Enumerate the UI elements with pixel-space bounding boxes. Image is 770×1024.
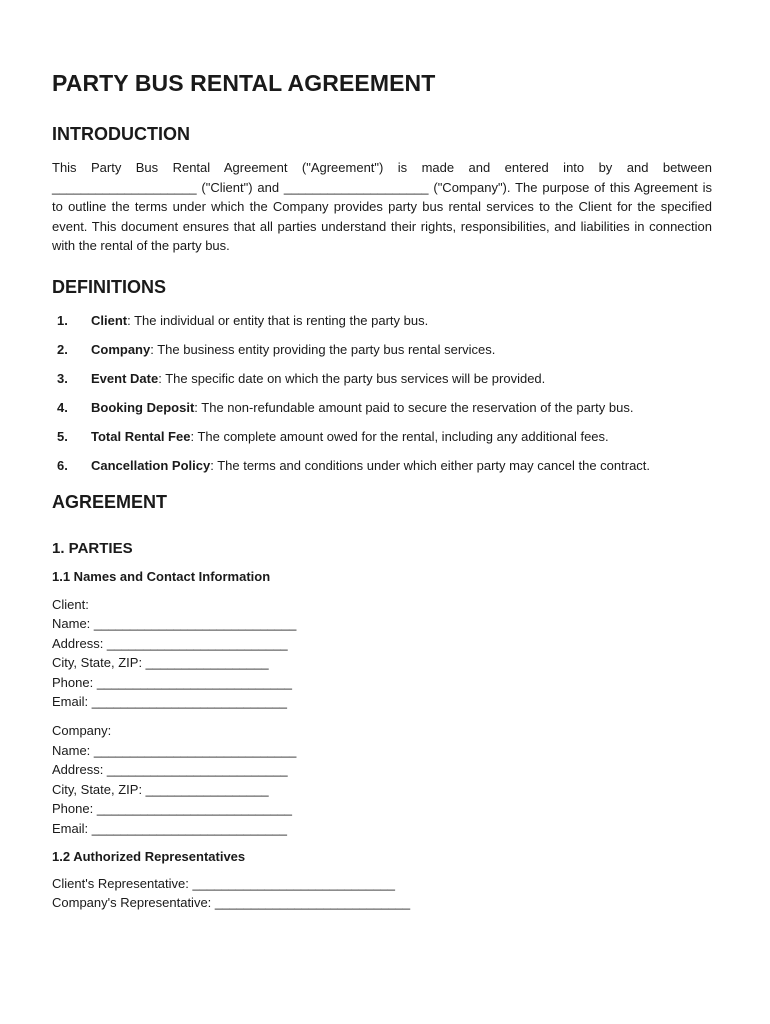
definition-number: 1.: [57, 312, 68, 328]
definition-text: : The specific date on which the party bus services will be provided.: [158, 371, 546, 387]
definition-term: Total Rental Fee: [91, 429, 191, 445]
company-address-field: Address: _________________________: [52, 762, 288, 778]
agreement-heading: AGREEMENT: [52, 492, 168, 513]
client-phone-field: Phone: ___________________________: [52, 674, 293, 690]
definition-number: 3.: [57, 371, 68, 387]
definition-text: : The individual or entity that is renting the party bus.: [127, 312, 429, 328]
definition-number: 2.: [57, 342, 68, 358]
definition-term: Booking Deposit: [91, 400, 195, 416]
definition-number: 4.: [57, 400, 68, 416]
definition-text: : The business entity providing the party bus rental services.: [150, 342, 496, 358]
company-label: Company:: [52, 723, 112, 739]
definition-text: : The non-refundable amount paid to secure the reservation of the party bus.: [194, 400, 634, 416]
definition-item: [52, 427, 712, 447]
definition-number: 5.: [57, 429, 68, 445]
introduction-paragraph: This Party Bus Rental Agreement ("Agreement") is made and entered into by and between ____________________ ("Client") and ____________________ ("Company"). The purpose of this Agreement is to outline the terms under which the Company provides party bus rental services to the Client for the specified event. This document ensures that all parties understand their rights, responsibilities, and liabilities in connection with the rental of the party bus.: [52, 160, 712, 254]
client-email-field: Email: ___________________________: [52, 694, 287, 710]
definition-item: [52, 340, 712, 360]
names-contact-heading: 1.1 Names and Contact Information: [52, 569, 271, 585]
definition-item: [52, 456, 712, 476]
definition-item: [52, 369, 712, 389]
company-phone-field: Phone: ___________________________: [52, 801, 293, 817]
client-name-field: Name: ____________________________: [52, 616, 297, 632]
definition-number: 6.: [57, 458, 68, 474]
representatives-block: [52, 874, 712, 913]
client-city-field: City, State, ZIP: _________________: [52, 655, 269, 671]
document-title: PARTY BUS RENTAL AGREEMENT: [52, 70, 436, 96]
client-representative-field: Client's Representative: ____________________________: [52, 875, 395, 891]
definition-term: Event Date: [91, 371, 159, 387]
company-contact-block: [52, 721, 712, 837]
definitions-heading: DEFINITIONS: [52, 276, 167, 297]
introduction-heading: INTRODUCTION: [52, 124, 190, 144]
definitions-list: [52, 311, 712, 476]
definition-item: [52, 311, 712, 331]
definition-term: Client: [91, 312, 128, 328]
document-content: [52, 70, 712, 913]
parties-heading: 1. PARTIES: [52, 540, 133, 558]
client-label: Client:: [52, 597, 89, 613]
definition-text: : The complete amount owed for the rental, including any additional fees.: [190, 429, 609, 445]
company-city-field: City, State, ZIP: _________________: [52, 781, 269, 797]
client-contact-block: [52, 595, 712, 711]
definition-term: Company: [91, 342, 151, 358]
definition-text: : The terms and conditions under which either party may cancel the contract.: [210, 458, 651, 474]
client-address-field: Address: _________________________: [52, 635, 288, 651]
definition-term: Cancellation Policy: [91, 458, 211, 474]
definition-item: [52, 398, 712, 418]
company-representative-field: Company's Representative: ___________________________: [52, 895, 411, 911]
company-name-field: Name: ____________________________: [52, 742, 297, 758]
company-email-field: Email: ___________________________: [52, 820, 287, 836]
authorized-representatives-heading: 1.2 Authorized Representatives: [52, 848, 246, 864]
